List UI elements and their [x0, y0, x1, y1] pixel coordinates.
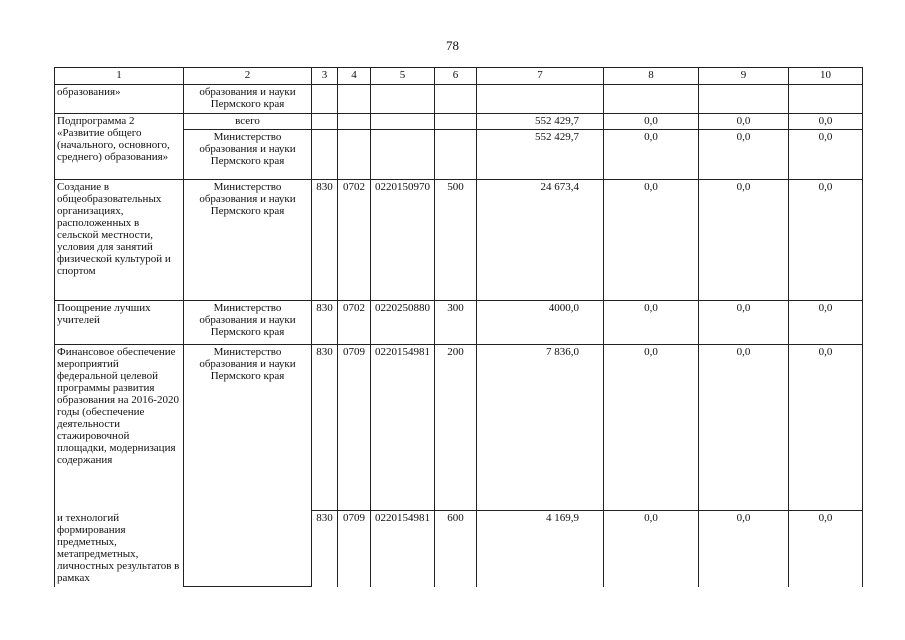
executor-cell: Министерство образования и науки Пермского края [184, 301, 312, 345]
c3-cell [312, 85, 338, 114]
table-row [55, 345, 863, 511]
c3-cell [312, 130, 338, 180]
header-cell: 10 [789, 68, 863, 85]
c8-cell: 0,0 [604, 345, 699, 511]
c4-cell: 0709 [338, 345, 371, 511]
c6-cell: 300 [435, 301, 477, 345]
c6-cell [435, 114, 477, 130]
row-name-cell: Подпрограмма 2 «Развитие общего (начального, основного, среднего) образования» [55, 114, 184, 180]
header-cell: 3 [312, 68, 338, 85]
header-cell: 2 [184, 68, 312, 85]
c5-cell: 0220150970 [371, 180, 435, 301]
c9-cell: 0,0 [699, 180, 789, 301]
c6-cell: 500 [435, 180, 477, 301]
c5-cell [371, 85, 435, 114]
c3-cell: 830 [312, 180, 338, 301]
c8-cell: 0,0 [604, 130, 699, 180]
row-name-cell: Финансовое обеспечение мероприятий федеральной целевой программы развития образования на 2016-2020 годы (обеспечение деятельности стажировочной площадки, модернизация содержания [55, 345, 184, 511]
header-cell: 9 [699, 68, 789, 85]
c8-cell: 0,0 [604, 180, 699, 301]
table-row [55, 85, 863, 114]
c3-cell [312, 114, 338, 130]
c9-cell: 0,0 [699, 301, 789, 345]
c9-cell: 0,0 [699, 511, 789, 587]
budget-table [54, 67, 863, 587]
c6-cell: 600 [435, 511, 477, 587]
executor-cell: Министерство образования и науки Пермского края [184, 345, 312, 587]
table-row [55, 301, 863, 345]
c7-cell: 552 429,7 [477, 130, 604, 180]
c8-cell: 0,0 [604, 114, 699, 130]
c3-cell: 830 [312, 511, 338, 587]
c10-cell: 0,0 [789, 511, 863, 587]
c7-cell: 4000,0 [477, 301, 604, 345]
table-row [55, 180, 863, 301]
c7-cell [477, 85, 604, 114]
header-cell: 5 [371, 68, 435, 85]
c4-cell [338, 85, 371, 114]
c3-cell: 830 [312, 301, 338, 345]
c9-cell: 0,0 [699, 345, 789, 511]
c10-cell: 0,0 [789, 114, 863, 130]
c6-cell [435, 85, 477, 114]
c8-cell: 0,0 [604, 511, 699, 587]
c7-cell: 4 169,9 [477, 511, 604, 587]
executor-cell: Министерство образования и науки Пермского края [184, 180, 312, 301]
c10-cell: 0,0 [789, 180, 863, 301]
table-header-row [55, 68, 863, 85]
executor-cell: Министерство образования и науки Пермского края [184, 130, 312, 180]
c10-cell [789, 85, 863, 114]
c10-cell: 0,0 [789, 301, 863, 345]
c5-cell: 0220250880 [371, 301, 435, 345]
c4-cell: 0709 [338, 511, 371, 587]
executor-total-cell: всего [184, 114, 312, 130]
c4-cell [338, 114, 371, 130]
row-name-cell: образования» [55, 85, 184, 114]
c10-cell: 0,0 [789, 130, 863, 180]
c5-cell [371, 130, 435, 180]
c4-cell: 0702 [338, 180, 371, 301]
table-row [55, 511, 863, 587]
c9-cell: 0,0 [699, 130, 789, 180]
page-number: 78 [446, 38, 459, 53]
c7-cell: 7 836,0 [477, 345, 604, 511]
c3-cell: 830 [312, 345, 338, 511]
c5-cell: 0220154981 [371, 511, 435, 587]
table-row [55, 114, 863, 130]
c5-cell: 0220154981 [371, 345, 435, 511]
header-cell: 8 [604, 68, 699, 85]
c9-cell [699, 85, 789, 114]
row-name-cell: и технологий формирования предметных, метапредметных, личностных результатов в рамках [55, 511, 184, 587]
c10-cell: 0,0 [789, 345, 863, 511]
c4-cell: 0702 [338, 301, 371, 345]
c8-cell [604, 85, 699, 114]
c7-cell: 552 429,7 [477, 114, 604, 130]
c9-cell: 0,0 [699, 114, 789, 130]
c8-cell: 0,0 [604, 301, 699, 345]
header-cell: 1 [55, 68, 184, 85]
executor-cell: образования и науки Пермского края [184, 85, 312, 114]
c7-cell: 24 673,4 [477, 180, 604, 301]
c6-cell [435, 130, 477, 180]
header-cell: 6 [435, 68, 477, 85]
c6-cell: 200 [435, 345, 477, 511]
c5-cell [371, 114, 435, 130]
header-cell: 4 [338, 68, 371, 85]
header-cell: 7 [477, 68, 604, 85]
c4-cell [338, 130, 371, 180]
row-name-cell: Создание в общеобразовательных организациях, расположенных в сельской местности, условия для занятий физической культурой и спортом [55, 180, 184, 301]
row-name-cell: Поощрение лучших учителей [55, 301, 184, 345]
